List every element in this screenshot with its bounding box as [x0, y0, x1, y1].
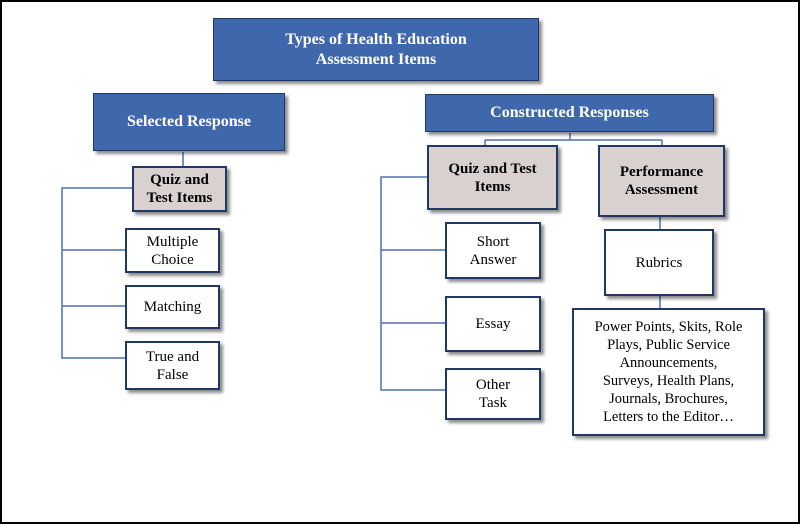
matching-box [125, 285, 220, 329]
true-false-label: True and False [145, 348, 200, 383]
title-box [213, 18, 539, 81]
true-false-box [125, 341, 220, 390]
essay-box [445, 296, 541, 352]
rubrics-box [604, 229, 714, 296]
selected-quiz-label: Quiz and Test Items [146, 172, 213, 206]
constructed-quiz-label: Quiz and Test Items [448, 160, 537, 195]
title-text: Types of Health Education Assessment Items [285, 31, 467, 68]
other-task-box [445, 368, 541, 420]
constructed-responses-label: Constructed Responses [490, 104, 649, 122]
multiple-choice-label: Multiple Choice [146, 233, 199, 268]
multiple-choice-box [125, 228, 220, 273]
selected-response-label: Selected Response [127, 113, 251, 131]
short-answer-label: Short Answer [469, 233, 517, 268]
selected-quiz-box [132, 166, 227, 212]
rubrics-label: Rubrics [635, 254, 683, 271]
essay-label: Essay [475, 316, 511, 332]
connector-selected-trunk [62, 188, 132, 358]
performance-examples-box [572, 308, 765, 436]
other-task-label: Other Task [475, 377, 511, 411]
constructed-quiz-box [427, 145, 558, 210]
performance-examples-text: Power Points, Skits, Role Plays, Public Service Announcements, Surveys, Health Plans, Journals, Brochures, Letters to the Editor… [594, 318, 743, 426]
performance-assessment-box [598, 145, 725, 217]
short-answer-box [445, 222, 541, 279]
constructed-responses-box [425, 94, 714, 132]
selected-response-box [93, 93, 285, 151]
performance-assessment-label: Performance Assessment [619, 164, 704, 198]
matching-label: Matching [143, 299, 202, 315]
